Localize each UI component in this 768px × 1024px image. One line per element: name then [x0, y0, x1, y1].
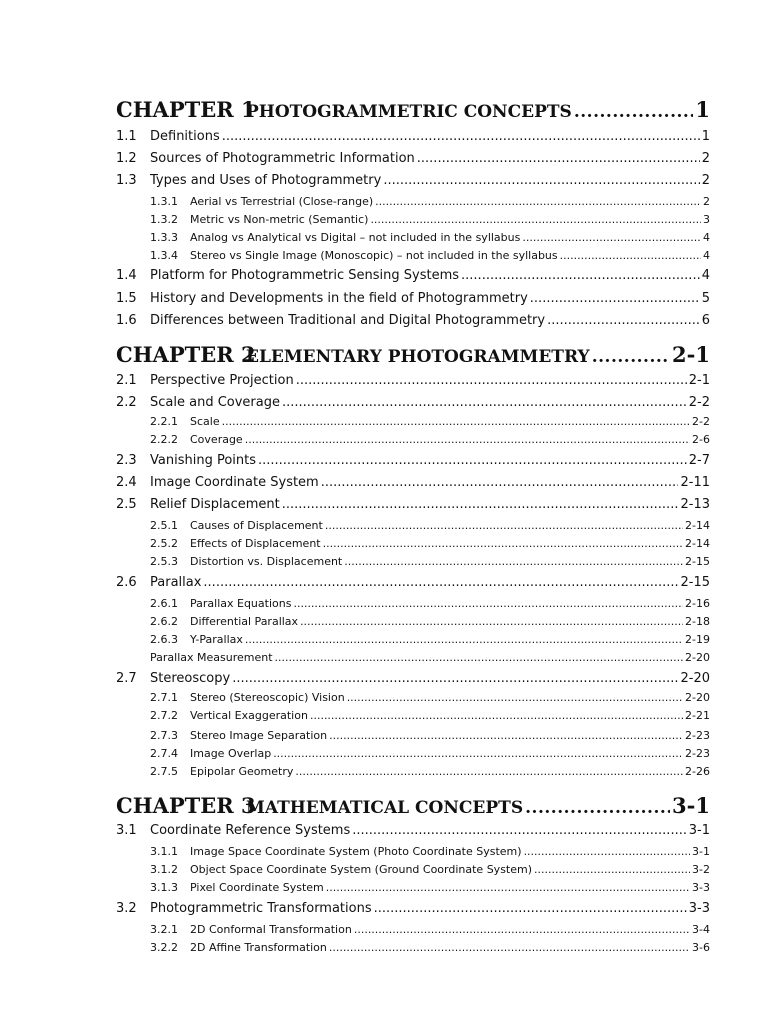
toc-section-entry[interactable]: [116, 291, 710, 311]
toc-entry-page-number: 4: [703, 231, 710, 244]
toc-entry-number: 3.2.1: [150, 923, 178, 936]
dot-leader: [574, 102, 694, 122]
toc-entry-page-number: 2-18: [685, 615, 710, 628]
toc-entry-title: Parallax Equations: [190, 597, 292, 610]
dot-leader: [375, 195, 701, 208]
toc-entry-page-number: 2-11: [680, 475, 710, 490]
toc-section-entry[interactable]: [116, 151, 710, 171]
toc-entry-title: Coverage: [190, 433, 243, 446]
toc-entry-number: 1.4: [116, 268, 137, 283]
toc-entry-page-number: 1: [695, 97, 710, 122]
toc-entry-page-number: 3-2: [692, 863, 710, 876]
toc-entry-page-number: 2-6: [692, 433, 710, 446]
toc-entry-title: Relief Displacement: [150, 497, 280, 512]
dot-leader: [344, 555, 683, 568]
toc-entry-title: Perspective Projection: [150, 373, 294, 388]
toc-subsection-entry[interactable]: [150, 923, 710, 941]
dot-leader: [352, 823, 687, 838]
toc-section-entry[interactable]: [116, 671, 710, 691]
toc-entry-title: Distortion vs. Displacement: [190, 555, 343, 568]
dot-leader: [534, 863, 690, 876]
toc-subsection-entry[interactable]: [150, 881, 710, 899]
toc-entry-title: MATHEMATICAL CONCEPTS: [246, 798, 524, 818]
toc-entry-title: Differences between Traditional and Digital Photogrammetry: [150, 313, 546, 328]
toc-entry-page-number: 2-13: [680, 497, 710, 512]
dot-leader: [530, 291, 700, 306]
toc-entry-title: ELEMENTARY PHOTOGRAMMETRY: [246, 347, 590, 367]
toc-subsection-entry[interactable]: [150, 691, 710, 709]
toc-entry-page-number: 2-19: [685, 633, 710, 646]
toc-entry-page-number: 2-23: [685, 729, 710, 742]
toc-entry-title: History and Developments in the field of Photogrammetry: [150, 291, 528, 306]
toc-entry-title: 2D Conformal Transformation: [190, 923, 352, 936]
toc-section-entry[interactable]: [116, 475, 710, 495]
toc-entry-title: Causes of Displacement: [190, 519, 323, 532]
dot-leader: [329, 941, 690, 954]
toc-entry-title: Parallax Measurement: [150, 651, 273, 664]
toc-entry-number: 3.1: [116, 823, 137, 838]
dot-leader: [370, 213, 701, 226]
toc-entry-number: 2.5.3: [150, 555, 178, 568]
toc-section-entry[interactable]: [116, 313, 710, 333]
toc-subsection-entry[interactable]: [150, 941, 710, 959]
toc-entry-page-number: 2-1: [672, 342, 710, 367]
toc-entry-number: 2.7.5: [150, 765, 178, 778]
dot-leader: [522, 231, 701, 244]
toc-subsection-entry[interactable]: [150, 433, 710, 451]
toc-entry-number: 2.2: [116, 395, 137, 410]
toc-entry-page-number: 2: [701, 151, 710, 166]
toc-entry-title: Image Space Coordinate System (Photo Coordinate System): [190, 845, 522, 858]
toc-entry-page-number: 3-6: [692, 941, 710, 954]
dot-leader: [296, 373, 687, 388]
toc-subsection-entry[interactable]: [150, 747, 710, 765]
dot-leader: [232, 671, 678, 686]
toc-entry-page-number: 2-7: [688, 453, 710, 468]
toc-entry-page-number: 2-20: [685, 651, 710, 664]
dot-leader: [325, 519, 683, 532]
toc-entry-number: 3.2: [116, 901, 137, 916]
toc-entry-number: 3.2.2: [150, 941, 178, 954]
toc-section-entry[interactable]: [116, 373, 710, 393]
toc-entry-page-number: 2-15: [685, 555, 710, 568]
toc-entry-number: 1.1: [116, 129, 137, 144]
toc-chapter-entry[interactable]: [116, 342, 710, 370]
toc-entry-page-number: 2-2: [688, 395, 710, 410]
toc-entry-number: 1.3.3: [150, 231, 178, 244]
toc-entry-title: Aerial vs Terrestrial (Close-range): [190, 195, 374, 208]
toc-section-entry[interactable]: [116, 268, 710, 288]
toc-section-entry[interactable]: [116, 575, 710, 595]
dot-leader: [383, 173, 699, 188]
toc-entry-title: Definitions: [150, 129, 220, 144]
toc-subsection-entry[interactable]: [150, 615, 710, 633]
toc-entry-number: 2.5.2: [150, 537, 178, 550]
toc-entry-number: 2.2.2: [150, 433, 178, 446]
toc-subsection-entry[interactable]: [150, 845, 710, 863]
toc-entry-page-number: 2-26: [685, 765, 710, 778]
dot-leader: [282, 497, 679, 512]
toc-entry-number: 1.2: [116, 151, 137, 166]
toc-entry-number: 2.5.1: [150, 519, 178, 532]
toc-subsection-entry[interactable]: [150, 597, 710, 615]
toc-entry-number: CHAPTER 3: [116, 793, 256, 818]
toc-section-entry[interactable]: [116, 173, 710, 193]
dot-leader: [300, 615, 683, 628]
toc-entry-page-number: 3-1: [688, 823, 710, 838]
toc-entry-number: 2.3: [116, 453, 137, 468]
toc-entry-page-number: 6: [701, 313, 710, 328]
toc-entry-page-number: 2-21: [685, 709, 710, 722]
dot-leader: [275, 651, 684, 664]
dot-leader: [245, 633, 683, 646]
toc-entry-page-number: 2-20: [685, 691, 710, 704]
toc-entry-page-number: 1: [701, 129, 710, 144]
toc-entry-number: 2.5: [116, 497, 137, 512]
toc-entry-number: 2.7.2: [150, 709, 178, 722]
toc-entry-page-number: 2-23: [685, 747, 710, 760]
toc-section-entry[interactable]: [116, 395, 710, 415]
dot-leader: [203, 575, 678, 590]
dot-leader: [321, 475, 679, 490]
toc-entry-number: 1.3: [116, 173, 137, 188]
toc-entry-title: Platform for Photogrammetric Sensing Systems: [150, 268, 460, 283]
toc-entry-page-number: 4: [703, 249, 710, 262]
toc-subsection-entry[interactable]: [150, 519, 710, 537]
toc-subsection-entry[interactable]: [150, 555, 710, 573]
toc-entry-number: 1.3.4: [150, 249, 178, 262]
toc-entry-title: Vanishing Points: [150, 453, 256, 468]
toc-entry-title: Image Overlap: [190, 747, 272, 760]
toc-entry-number: 3.1.2: [150, 863, 178, 876]
toc-entry-title: Epipolar Geometry: [190, 765, 294, 778]
toc-entry-number: 2.6.2: [150, 615, 178, 628]
toc-entry-number: CHAPTER 2: [116, 342, 256, 367]
toc-entry-page-number: 3-3: [692, 881, 710, 894]
toc-subsection-entry[interactable]: [150, 537, 710, 555]
toc-entry-number: 1.5: [116, 291, 137, 306]
dot-leader: [524, 845, 690, 858]
toc-subsection-entry[interactable]: [150, 231, 710, 249]
dot-leader: [329, 729, 683, 742]
dot-leader: [347, 691, 683, 704]
toc-entry-title: 2D Affine Transformation: [190, 941, 327, 954]
toc-subsection-entry[interactable]: [150, 709, 710, 727]
toc-entry-page-number: 2: [703, 195, 710, 208]
dot-leader: [282, 395, 687, 410]
toc-entry-page-number: 4: [701, 268, 710, 283]
toc-subsection-entry[interactable]: [150, 863, 710, 881]
dot-leader: [592, 347, 670, 367]
toc-entry-title: Scale and Coverage: [150, 395, 280, 410]
toc-entry-page-number: 2-2: [692, 415, 710, 428]
dot-leader: [245, 433, 690, 446]
toc-section-entry[interactable]: [116, 901, 710, 921]
toc-entry-number: 2.7.4: [150, 747, 178, 760]
toc-entry-number: 3.1.1: [150, 845, 178, 858]
dot-leader: [326, 881, 690, 894]
dot-leader: [461, 268, 700, 283]
toc-subsection-entry[interactable]: [150, 249, 710, 267]
toc-section-entry[interactable]: [116, 453, 710, 473]
dot-leader: [293, 597, 683, 610]
toc-entry-number: 2.6.3: [150, 633, 178, 646]
toc-section-entry[interactable]: [116, 823, 710, 843]
dot-leader: [547, 313, 700, 328]
toc-entry-page-number: 2-15: [680, 575, 710, 590]
toc-entry-page-number: 2-14: [685, 519, 710, 532]
toc-entry-title: Sources of Photogrammetric Information: [150, 151, 415, 166]
toc-entry-title: Y-Parallax: [190, 633, 243, 646]
dot-leader: [560, 249, 701, 262]
toc-entry-number: 1.3.2: [150, 213, 178, 226]
toc-entry-number: 2.7.3: [150, 729, 178, 742]
dot-leader: [417, 151, 700, 166]
dot-leader: [273, 747, 683, 760]
dot-leader: [222, 415, 690, 428]
dot-leader: [258, 453, 687, 468]
toc-entry-page-number: 2-20: [680, 671, 710, 686]
toc-subsection-entry[interactable]: [150, 633, 710, 651]
toc-entry-page-number: 3: [703, 213, 710, 226]
toc-plain-entry[interactable]: [150, 651, 710, 669]
toc-entry-page-number: 2-14: [685, 537, 710, 550]
toc-entry-number: 2.7: [116, 671, 137, 686]
toc-entry-number: 2.1: [116, 373, 137, 388]
toc-subsection-entry[interactable]: [150, 729, 710, 747]
toc-entry-title: Differential Parallax: [190, 615, 299, 628]
toc-section-entry[interactable]: [116, 129, 710, 149]
toc-entry-number: CHAPTER 1: [116, 97, 256, 122]
toc-section-entry[interactable]: [116, 497, 710, 517]
toc-entry-title: Object Space Coordinate System (Ground Coordinate System): [190, 863, 533, 876]
toc-entry-page-number: 5: [701, 291, 710, 306]
toc-entry-page-number: 3-3: [688, 901, 710, 916]
toc-entry-number: 1.6: [116, 313, 137, 328]
toc-entry-title: Image Coordinate System: [150, 475, 319, 490]
toc-entry-title: Photogrammetric Transformations: [150, 901, 372, 916]
toc-entry-title: Analog vs Analytical vs Digital – not included in the syllabus: [190, 231, 521, 244]
toc-entry-title: Coordinate Reference Systems: [150, 823, 351, 838]
toc-entry-number: 2.6.1: [150, 597, 178, 610]
toc-entry-title: PHOTOGRAMMETRIC CONCEPTS: [246, 102, 572, 122]
toc-chapter-entry[interactable]: [116, 793, 710, 821]
toc-entry-number: 1.3.1: [150, 195, 178, 208]
dot-leader: [310, 709, 683, 722]
toc-entry-number: 2.7.1: [150, 691, 178, 704]
toc-entry-number: 2.2.1: [150, 415, 178, 428]
toc-subsection-entry[interactable]: [150, 415, 710, 433]
toc-subsection-entry[interactable]: [150, 195, 710, 213]
toc-entry-page-number: 2: [701, 173, 710, 188]
toc-chapter-entry[interactable]: [116, 97, 710, 125]
dot-leader: [525, 798, 670, 818]
toc-entry-title: Stereo Image Separation: [190, 729, 328, 742]
toc-entry-number: 3.1.3: [150, 881, 178, 894]
toc-entry-page-number: 2-16: [685, 597, 710, 610]
dot-leader: [222, 129, 700, 144]
dot-leader: [295, 765, 683, 778]
toc-entry-title: Stereo vs Single Image (Monoscopic) – not included in the syllabus: [190, 249, 558, 262]
toc-entry-title: Effects of Displacement: [190, 537, 321, 550]
dot-leader: [374, 901, 687, 916]
toc-entry-title: Scale: [190, 415, 220, 428]
dot-leader: [354, 923, 690, 936]
toc-entry-page-number: 2-1: [688, 373, 710, 388]
toc-entry-title: Vertical Exaggeration: [190, 709, 308, 722]
toc-entry-page-number: 3-1: [672, 793, 710, 818]
toc-entry-page-number: 3-4: [692, 923, 710, 936]
toc-entry-title: Stereo (Stereoscopic) Vision: [190, 691, 345, 704]
toc-entry-title: Parallax: [150, 575, 202, 590]
toc-subsection-entry[interactable]: [150, 213, 710, 231]
toc-entry-title: Pixel Coordinate System: [190, 881, 324, 894]
dot-leader: [323, 537, 683, 550]
toc-entry-title: Stereoscopy: [150, 671, 231, 686]
toc-subsection-entry[interactable]: [150, 765, 710, 783]
toc-entry-title: Types and Uses of Photogrammetry: [150, 173, 382, 188]
toc-entry-number: 2.6: [116, 575, 137, 590]
toc-entry-page-number: 3-1: [692, 845, 710, 858]
toc-entry-title: Metric vs Non-metric (Semantic): [190, 213, 369, 226]
toc-entry-number: 2.4: [116, 475, 137, 490]
